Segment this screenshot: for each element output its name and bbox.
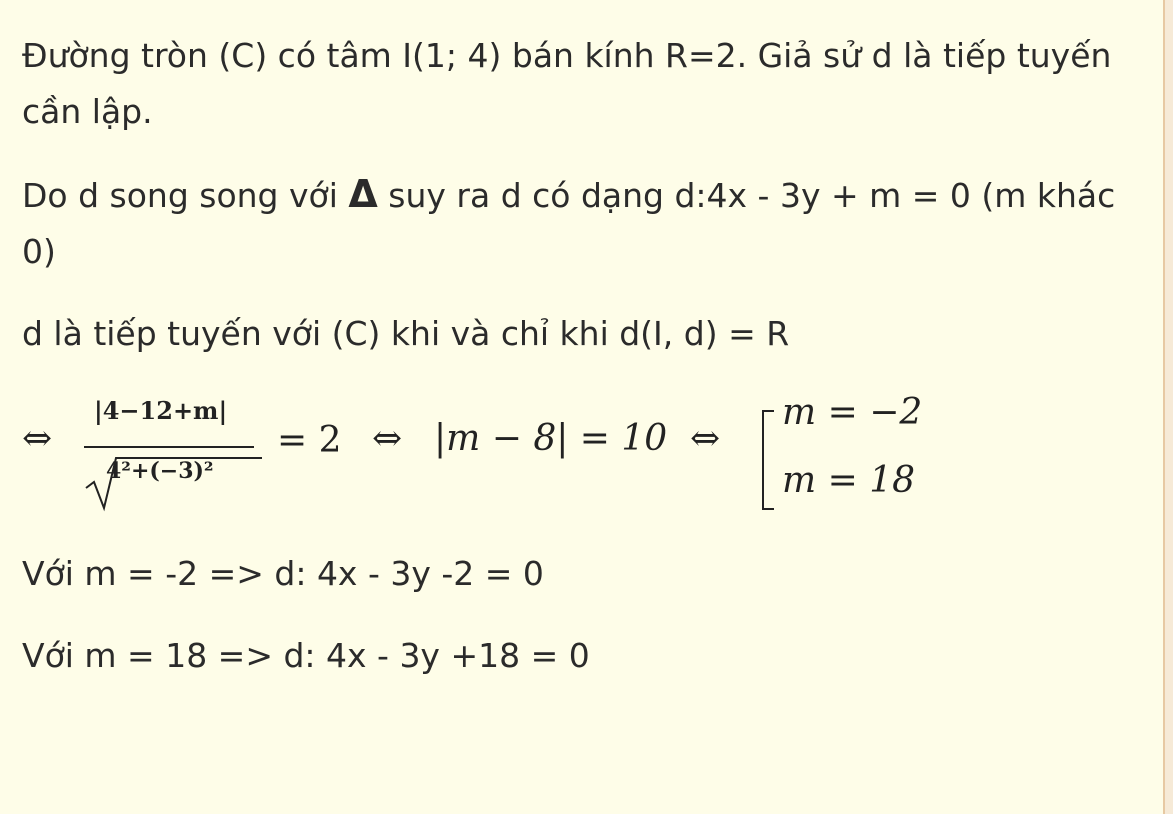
case-m-18: m = 18 bbox=[782, 460, 915, 501]
case-m-minus-2: m = −2 bbox=[782, 392, 923, 433]
cases-bracket bbox=[762, 410, 774, 510]
fraction-bar bbox=[84, 446, 254, 448]
paragraph-parallel-line bbox=[22, 166, 1122, 280]
iff-symbol: ⇔ bbox=[372, 418, 403, 459]
equals-two: = 2 bbox=[277, 420, 342, 461]
absolute-equation: |m − 8| = 10 bbox=[434, 418, 668, 459]
iff-symbol: ⇔ bbox=[22, 418, 53, 459]
text-segment: Do d song song với bbox=[22, 176, 349, 215]
right-edge-border bbox=[1163, 0, 1173, 814]
paragraph-result-1: Với m = -2 => d: 4x - 3y -2 = 0 bbox=[22, 554, 544, 593]
paragraph-tangent-condition: d là tiếp tuyến với (C) khi và chỉ khi d(I, d) = R bbox=[22, 314, 790, 353]
text-segment: suy ra d có dạng d:4x - 3y + m = 0 (m khác 0) bbox=[22, 176, 1116, 271]
paragraph-result-2: Với m = 18 => d: 4x - 3y +18 = 0 bbox=[22, 636, 590, 675]
delta-symbol: Δ bbox=[348, 172, 378, 216]
math-equation bbox=[22, 380, 1022, 510]
iff-symbol: ⇔ bbox=[690, 418, 721, 459]
distance-fraction bbox=[84, 392, 254, 502]
fraction-numerator: |4−12+m| bbox=[94, 396, 228, 425]
fraction-denominator: 4²+(−3)² bbox=[106, 458, 214, 484]
paragraph-circle-info: Đường tròn (C) có tâm I(1; 4) bán kính R=2. Giả sử d là tiếp tuyến cần lập. bbox=[22, 36, 1112, 131]
